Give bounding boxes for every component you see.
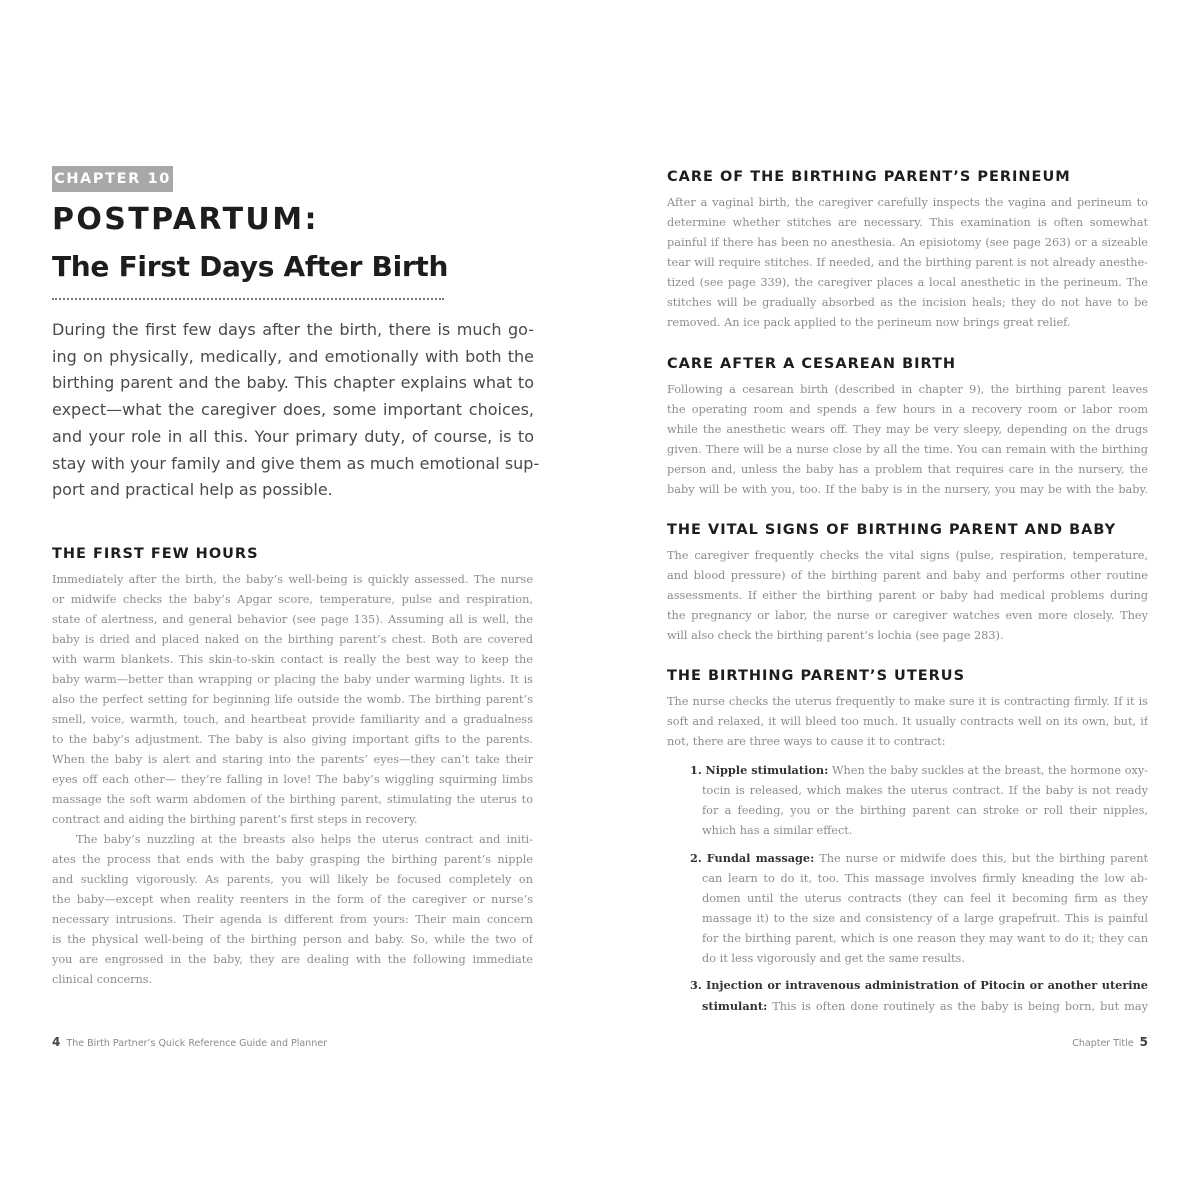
list-item-first-line <box>690 975 1148 996</box>
text-line: domen until the uterus contracts (they can feel it becoming firm as they <box>702 892 1148 905</box>
text-line: tized (see page 339), the caregiver places a local anesthetic in the perineum. The <box>667 276 1148 289</box>
text-line: the baby—except when reality reenters in the form of the caregiver or nurse’s <box>52 893 533 906</box>
text-line: while the anesthetic wears off. They may be very sleepy, depending on the drugs <box>667 423 1148 436</box>
text-line: massage the soft warm abdomen of the birthing parent, stimulating the uterus to <box>52 793 533 806</box>
section-heading: THE FIRST FEW HOURS <box>52 546 259 562</box>
page-number: 5 <box>1139 1035 1148 1049</box>
chapter-title: POSTPARTUM: <box>52 202 319 237</box>
list-number: 2. <box>690 851 702 865</box>
text-line: stay with your family and give them as much emotional sup- <box>52 453 540 473</box>
text-line: ing on physically, medically, and emotionally with both the <box>52 346 534 366</box>
text-line: do it less vigorously and get the same results. <box>702 952 965 965</box>
text-line: necessary intrusions. Their agenda is different from yours: Their main concern <box>52 913 533 926</box>
text-line: you are engrossed in the baby, they are dealing with the following immediate <box>52 953 533 966</box>
text-line: eyes off each other— they’re falling in love! The baby’s wiggling squirming limbs <box>52 773 533 786</box>
text-line: or midwife checks the baby’s Apgar score, temperature, pulse and respiration, <box>52 593 533 606</box>
list-label: Nipple stimulation: <box>705 763 829 777</box>
right-page <box>600 0 1200 1200</box>
text-line: baby is dried and placed naked on the birthing parent’s chest. Both are covered <box>52 633 533 646</box>
intro-paragraph <box>52 317 540 504</box>
text-line: Immediately after the birth, the baby’s well-being is quickly assessed. The nurse <box>52 573 533 586</box>
list-label: Injection or intravenous administration of Pitocin or another uterine <box>705 978 1148 992</box>
list-item-second-line <box>702 996 1148 1017</box>
list-label: Fundal massage: <box>706 851 815 865</box>
text-line: the operating room and spends a few hours in a recovery room or labor room <box>667 403 1148 416</box>
text-line: and blood pressure) of the birthing parent and baby and performs other routine <box>667 569 1148 582</box>
list-label-continued: stimulant: <box>702 999 768 1013</box>
list-number: 3. <box>690 978 702 992</box>
text-line: stitches will be gradually absorbed as the incision heals; they do not have to be <box>667 296 1148 309</box>
text-line: expect—what the caregiver does, some important choices, <box>52 400 534 420</box>
text-line: is the physical well-being of the birthing person and baby. So, while the two of <box>52 933 533 946</box>
text-line: soft and relaxed, it will bleed too much. It usually contracts well on its own, but, if <box>667 715 1148 728</box>
running-title: Chapter Title <box>1072 1038 1134 1049</box>
list-item <box>690 975 1148 1017</box>
text-line: Following a cesarean birth (described in chapter 9), the birthing parent leaves <box>667 383 1148 396</box>
text-line: assessments. If either the birthing parent or baby had medical problems during <box>667 589 1148 602</box>
text-line: for a feeding, you or the birthing parent can stroke or roll their nipples, <box>702 804 1148 817</box>
text-line: The caregiver frequently checks the vital signs (pulse, respiration, temperature, <box>667 549 1148 562</box>
text-line: tear will require stitches. If needed, and the birthing parent is not already anesthe- <box>667 256 1148 269</box>
text-line: will also check the birthing parent’s lochia (see page 283). <box>667 629 1004 642</box>
page-number: 4 <box>52 1035 61 1049</box>
text-line: determine whether stitches are necessary. This examination is often somewhat <box>667 216 1148 229</box>
text-line: tocin is released, which makes the uterus contract. If the baby is not ready <box>702 784 1148 797</box>
text-line: with warm blankets. This skin-to-skin contact is really the best way to keep the <box>52 653 533 666</box>
text-line: The nurse checks the uterus frequently to make sure it is contracting firmly. If it is <box>667 695 1148 708</box>
text-line: given. There will be a nurse close by all the time. You can remain with the birthing <box>667 443 1148 456</box>
text-line: also the perfect setting for beginning life outside the womb. The birthing parent’s <box>52 693 533 706</box>
section-body <box>667 546 1148 646</box>
section-body <box>667 380 1148 500</box>
list-text: This is often done routinely as the baby is being born, but may <box>772 1000 1148 1013</box>
text-line: painful if there has been no anesthesia. An episiotomy (see page 263) or a sizeable <box>667 236 1148 249</box>
text-line: and suckling vigorously. As parents, you will likely be focused completely on <box>52 873 533 886</box>
chapter-badge: CHAPTER 10 <box>52 166 173 192</box>
text-line: which has a similar effect. <box>702 824 853 837</box>
text-line: not, there are three ways to cause it to contract: <box>667 735 946 748</box>
text-line: clinical concerns. <box>52 973 153 986</box>
list-text: The nurse or midwife does this, but the birthing parent <box>819 852 1148 865</box>
list-text: When the baby suckles at the breast, the hormone oxy- <box>831 764 1148 777</box>
section-body <box>667 193 1148 333</box>
text-line: and your role in all this. Your primary duty, of course, is to <box>52 426 534 446</box>
text-line: the pregnancy or labor, the nurse or caregiver watches even more closely. They <box>667 609 1148 622</box>
page-footer-right <box>1072 1034 1148 1052</box>
text-line: ates the process that ends with the baby grasping the birthing parent’s nipple <box>52 853 533 866</box>
section-heading: CARE OF THE BIRTHING PARENT’S PERINEUM <box>667 169 1071 185</box>
text-line: birthing parent and the baby. This chapter explains what to <box>52 373 534 393</box>
list-item-first-line <box>690 848 1148 869</box>
list-item <box>690 760 1148 841</box>
section-body <box>667 692 1148 752</box>
text-line: can learn to do it, too. This massage involves firmly kneading the low ab- <box>702 872 1148 885</box>
text-line: smell, voice, warmth, touch, and heartbeat provide familiarity and a gradualness <box>52 713 533 726</box>
section-heading: THE BIRTHING PARENT’S UTERUS <box>667 668 966 684</box>
list-item-first-line <box>690 760 1148 781</box>
running-title: The Birth Partner’s Quick Reference Guide and Planner <box>66 1038 327 1049</box>
chapter-subtitle: The First Days After Birth <box>52 250 449 283</box>
text-line: to the baby’s adjustment. The baby is also giving important gifts to the parents. <box>52 733 533 746</box>
text-line: During the first few days after the birth, there is much go- <box>52 320 534 339</box>
section-heading: THE VITAL SIGNS OF BIRTHING PARENT AND BABY <box>667 522 1117 538</box>
list-number: 1. <box>690 763 702 777</box>
text-line: After a vaginal birth, the caregiver carefully inspects the vagina and perineum to <box>667 196 1148 209</box>
list-item <box>690 848 1148 969</box>
text-line: The baby’s nuzzling at the breasts also helps the uterus contract and initi- <box>76 833 533 846</box>
dotted-divider <box>52 298 444 300</box>
text-line: person and, unless the baby has a problem that requires care in the nursery, the <box>667 463 1148 476</box>
text-line: port and practical help as possible. <box>52 480 333 500</box>
text-line: When the baby is alert and staring into the parents’ eyes—they can’t take their <box>52 753 533 766</box>
text-line: contract and aiding the birthing parent’s first steps in recovery. <box>52 813 418 826</box>
section-heading: CARE AFTER A CESAREAN BIRTH <box>667 356 957 372</box>
text-line: state of alertness, and general behavior (see page 135). Assuming all is well, the <box>52 613 533 626</box>
text-line: baby warm—better than wrapping or placing the baby under warming lights. It is <box>52 673 533 686</box>
text-line: removed. An ice pack applied to the perineum now brings great relief. <box>667 316 1071 329</box>
section-body <box>52 570 533 990</box>
text-line: massage it) to the size and consistency of a large grapefruit. This is painful <box>702 912 1148 925</box>
page-footer-left <box>52 1034 327 1052</box>
text-line: for the birthing parent, which is one reason they may want to do it; they can <box>702 932 1148 945</box>
text-line: baby will be with you, too. If the baby is in the nursery, you may be with the baby. <box>667 483 1148 496</box>
